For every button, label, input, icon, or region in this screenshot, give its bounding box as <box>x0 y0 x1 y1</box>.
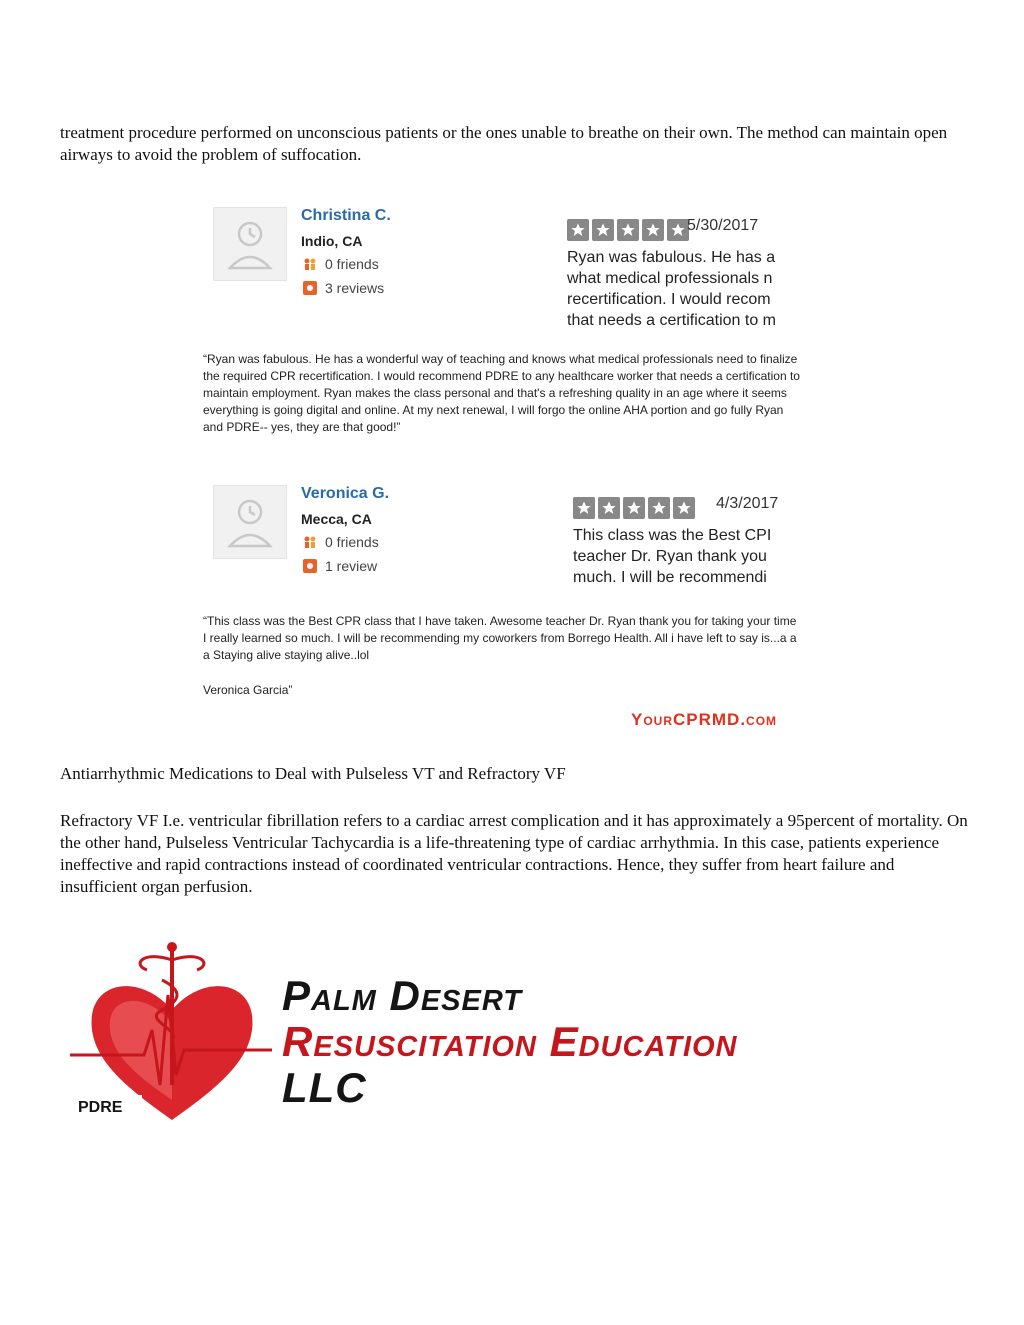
star-icon <box>648 497 670 519</box>
review-date: 5/30/2017 <box>687 217 759 234</box>
reviewer-friends <box>303 256 379 272</box>
review-snippet <box>567 247 799 331</box>
company-logo <box>62 935 962 1135</box>
star-icon <box>592 219 614 241</box>
logo-line-1: Palm Desert <box>282 972 522 1019</box>
heart-caduceus-logo-icon <box>62 935 282 1135</box>
logo-line-3: LLC <box>282 1064 367 1111</box>
site-label: YourCPRMD.com <box>631 710 778 729</box>
reviewer-name[interactable]: Veronica G. <box>301 485 390 502</box>
review-icon <box>303 281 317 295</box>
star-icon <box>598 497 620 519</box>
snippet-line: what medical professionals n <box>567 270 773 287</box>
snippet-line: much. I will be recommendi <box>573 569 767 586</box>
snippet-line: teacher Dr. Ryan thank you <box>573 548 767 565</box>
section-heading: Antiarrhythmic Medications to Deal with Pulseless VT and Refractory VF <box>60 764 566 783</box>
star-icon <box>623 497 645 519</box>
friends-count: 0 friends <box>325 256 379 272</box>
user-avatar-icon <box>213 485 287 559</box>
star-rating <box>573 497 695 519</box>
snippet-line: This class was the Best CPI <box>573 527 772 544</box>
reviewer-review-count <box>303 280 384 296</box>
review-count: 3 reviews <box>325 280 385 296</box>
review-quote: “This class was the Best CPR class that I have taken. Awesome teacher Dr. Ryan thank you for taking your time I really learned so much. I will be recommending my coworkers from Borrego Health. All i have left to say is...a a a Staying alive staying alive..lol <box>203 614 797 662</box>
friends-icon <box>303 535 317 549</box>
star-rating <box>567 219 689 241</box>
reviews-screenshot <box>195 195 845 740</box>
body-paragraph: Refractory VF I.e. ventricular fibrillation refers to a cardiac arrest complication and it has approximately a 95percent of mortality. On the other hand, Pulseless Ventricular Tachycardia is a life-threatening type of cardiac arrhythmia. In this case, patients experience ineffective and rapid contractions instead of coordinated ventricular contractions. Hence, they suffer from heart failure and insufficient organ perfusion. <box>60 811 968 896</box>
star-icon <box>642 219 664 241</box>
friends-icon <box>303 257 317 271</box>
star-icon <box>567 219 589 241</box>
review-signature: Veronica Garcia” <box>203 683 293 697</box>
star-icon <box>667 219 689 241</box>
logo-badge: PDRE <box>78 1099 123 1116</box>
review-date: 4/3/2017 <box>716 495 779 512</box>
friends-count: 0 friends <box>325 534 379 550</box>
snippet-line: Ryan was fabulous. He has a <box>567 249 776 266</box>
reviewer-location: Indio, CA <box>301 233 363 249</box>
reviewer-review-count <box>303 558 377 574</box>
snippet-line: recertification. I would recom <box>567 291 771 308</box>
star-icon <box>673 497 695 519</box>
reviewer-name[interactable]: Christina C. <box>301 207 391 224</box>
review-quote: “Ryan was fabulous. He has a wonderful way of teaching and knows what medical professionals need to finalize the required CPR recertification. I would recommend PDRE to any healthcare worker that needs a certification to maintain employment. Ryan makes the class personal and that's a refreshing quality in an age where it seems everything is going digital and online. At my next renewal, I will forgo the online AHA portion and go fully Ryan and PDRE-- yes, they are that good!” <box>203 352 800 434</box>
review-icon <box>303 559 317 573</box>
logo-line-2: Resuscitation Education <box>282 1018 738 1065</box>
snippet-line: that needs a certification to m <box>567 312 776 329</box>
user-avatar-icon <box>213 207 287 281</box>
review-snippet <box>573 525 799 588</box>
logo-wordmark <box>282 973 738 1111</box>
star-icon <box>573 497 595 519</box>
reviewer-location: Mecca, CA <box>301 511 372 527</box>
reviewer-friends <box>303 534 379 550</box>
star-icon <box>617 219 639 241</box>
review-count: 1 review <box>325 558 378 574</box>
intro-paragraph: treatment procedure performed on unconscious patients or the ones unable to breathe on their own. The method can maintain open airways to avoid the problem of suffocation. <box>60 123 948 164</box>
